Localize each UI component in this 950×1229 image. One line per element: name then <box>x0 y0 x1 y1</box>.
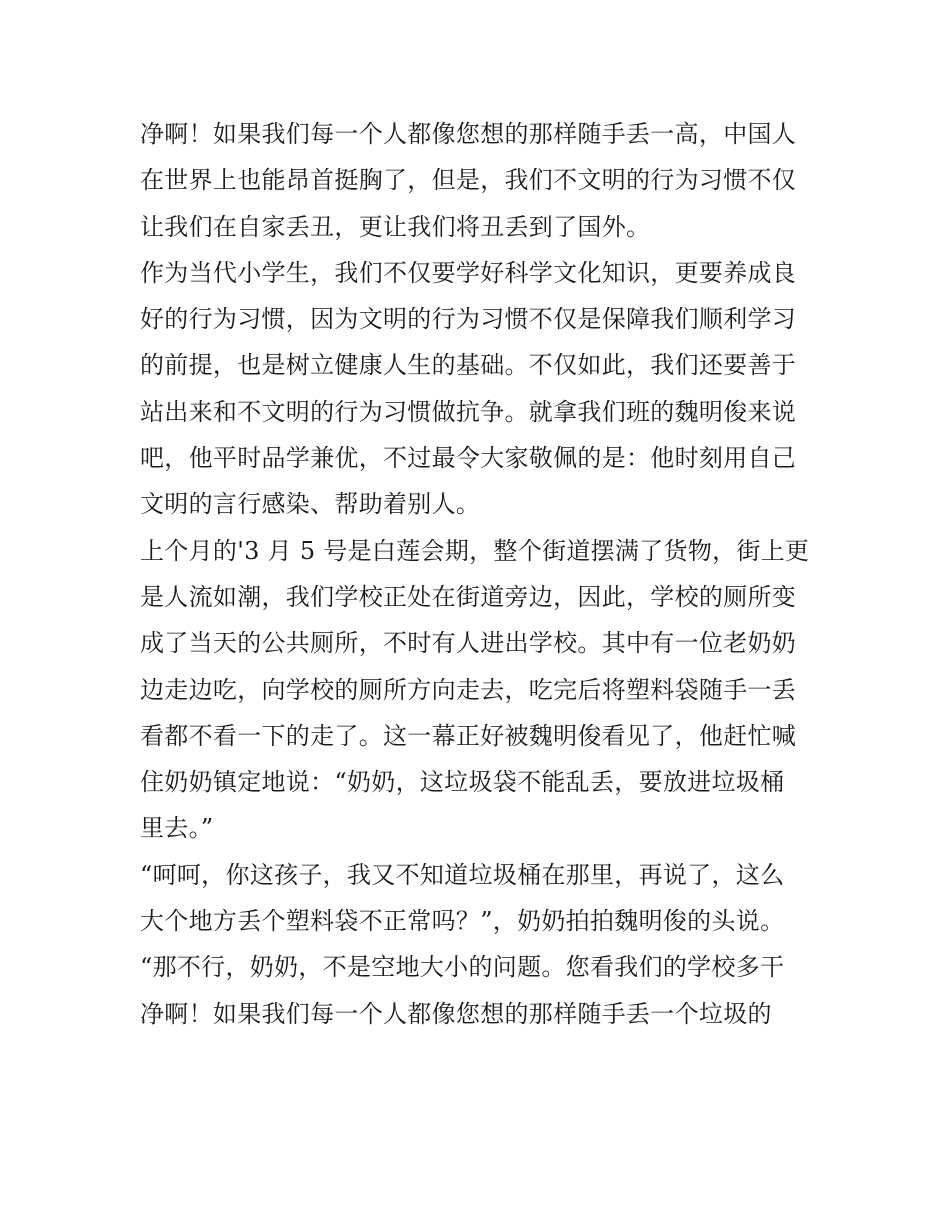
text-line: 站出来和不文明的行为习惯做抗争。就拿我们班的魏明俊来说 <box>140 397 797 426</box>
text-line: 作为当代小学生，我们不仅要学好科学文化知识，更要养成良 <box>140 258 797 287</box>
text-line: 好的行为习惯，因为文明的行为习惯不仅是保障我们顺利学习 <box>140 305 797 334</box>
text-line: 的前提，也是树立健康人生的基础。不仅如此，我们还要善于 <box>140 351 797 380</box>
text-line: 文明的言行感染、帮助着别人。 <box>140 490 481 519</box>
text-line: 净啊！如果我们每一个人都像您想的那样随手丢一高，中国人 <box>140 120 797 148</box>
text-line: 里去。” <box>140 814 214 843</box>
text-line: “呵呵，你这孩子，我又不知道垃圾桶在那里，再说了，这么 <box>140 860 785 889</box>
text-line: 成了当天的公共厕所，不时有人进出学校。其中有一位老奶奶 <box>140 629 797 658</box>
text-line: 是人流如潮，我们学校正处在街道旁边，因此，学校的厕所变 <box>140 582 797 611</box>
document-body <box>140 111 820 1037</box>
text-line: 边走边吃，向学校的厕所方向走去，吃完后将塑料袋随手一丢 <box>140 675 797 704</box>
text-line: 吧，他平时品学兼优，不过最令大家敬佩的是：他时刻用自己 <box>140 444 797 473</box>
text-line: 上个月的'3 月 5 号是白莲会期，整个街道摆满了货物，街上更 <box>140 536 810 565</box>
text-line: 让我们在自家丢丑，更让我们将丑丢到了国外。 <box>140 212 651 241</box>
text-line: 大个地方丢个塑料袋不正常吗？”，奶奶拍拍魏明俊的头说。 <box>140 907 785 936</box>
text-line: 住奶奶镇定地说：“奶奶，这垃圾袋不能乱丢，要放进垃圾桶 <box>140 768 785 797</box>
text-line: 净啊！如果我们每一个人都像您想的那样随手丢一个垃圾的 <box>140 999 772 1028</box>
text-line: “那不行，奶奶，不是空地大小的问题。您看我们的学校多干 <box>140 953 785 982</box>
text-line: 看都不看一下的走了。这一幕正好被魏明俊看见了，他赶忙喊 <box>140 721 797 750</box>
text-line: 在世界上也能昂首挺胸了，但是，我们不文明的行为习惯不仅 <box>140 166 797 195</box>
